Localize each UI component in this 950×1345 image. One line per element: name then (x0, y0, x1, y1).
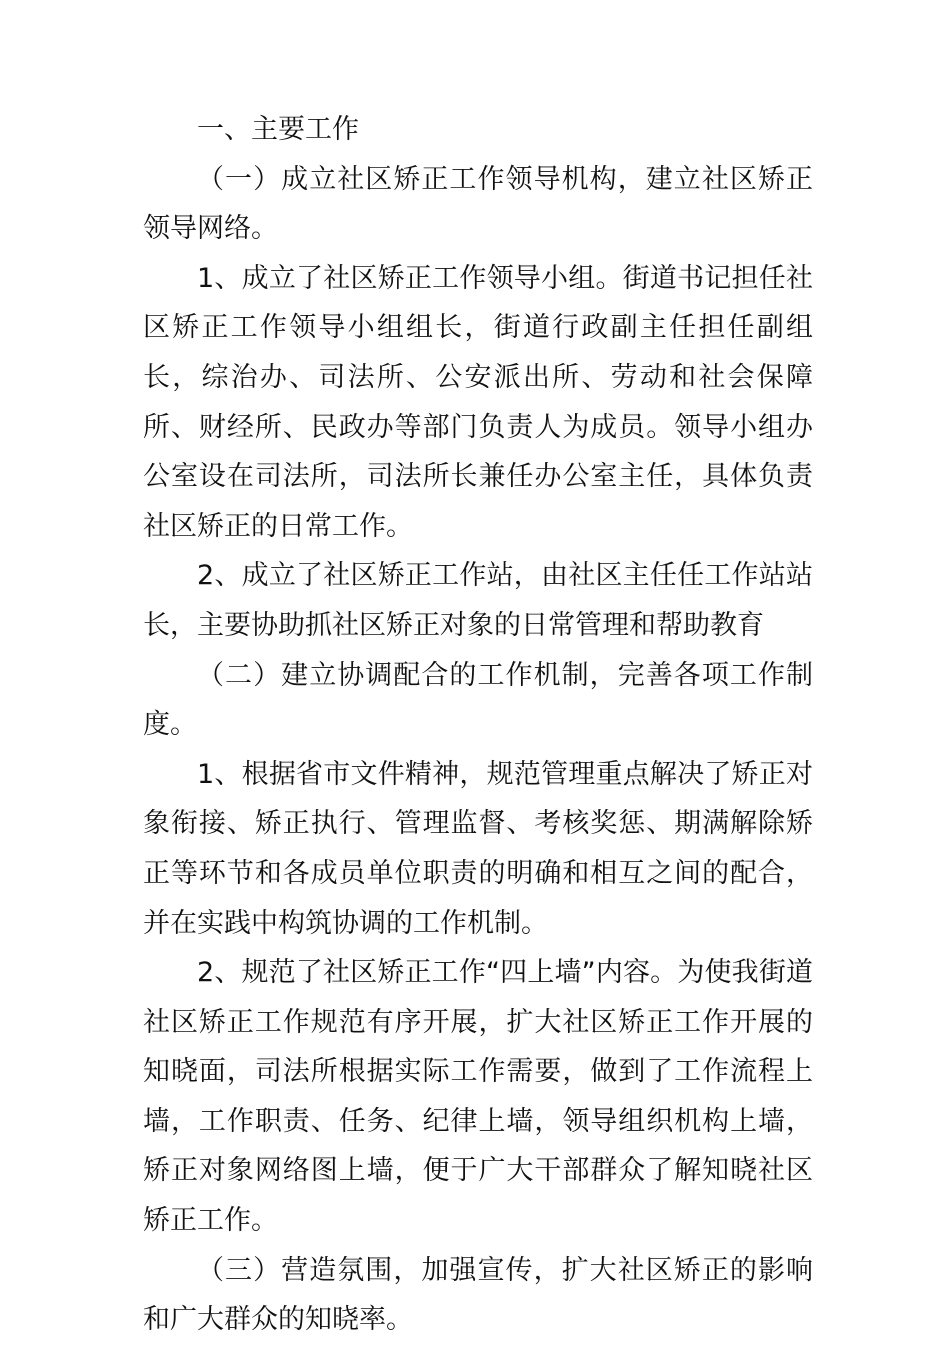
paragraph-1-2: 2、成立了社区矫正工作站，由社区主任任工作站站长，主要协助抓社区矫正对象的日常管理和帮助教育 (143, 560, 813, 641)
document-body (143, 105, 813, 1345)
subsection-heading-3: （三）营造氛围，加强宣传，扩大社区矫正的影响和广大群众的知晓率。 (143, 1254, 813, 1336)
paragraph-2-2: 2、规范了社区矫正工作“四上墙”内容。为使我街道社区矫正工作规范有序开展，扩大社区矫正工作开展的知晓面，司法所根据实际工作需要，做到了工作流程上墙，工作职责、任务、纪律上墙，领导组织机构上墙，矫正对象网络图上墙，便于广大干部群众了解知晓社区矫正工作。 (143, 957, 813, 1237)
paragraph-2-1: 1、根据省市文件精神，规范管理重点解决了矫正对象衔接、矫正执行、管理监督、考核奖惩、期满解除矫正等环节和各成员单位职责的明确和相互之间的配合，并在实践中构筑协调的工作机制。 (143, 758, 813, 939)
paragraph-1-1: 1、成立了社区矫正工作领导小组。街道书记担任社区矫正工作领导小组组长，街道行政副主任担任副组长，综治办、司法所、公安派出所、劳动和社会保障所、财经所、民政办等部门负责人为成员。领导小组办公室设在司法所，司法所长兼任办公室主任，具体负责社区矫正的日常工作。 (143, 262, 813, 542)
subsection-heading-2: （二）建立协调配合的工作机制，完善各项工作制度。 (143, 659, 813, 741)
section-heading-main-work: 一、主要工作 (197, 114, 359, 145)
subsection-heading-1: （一）成立社区矫正工作领导机构，建立社区矫正领导网络。 (143, 163, 813, 245)
